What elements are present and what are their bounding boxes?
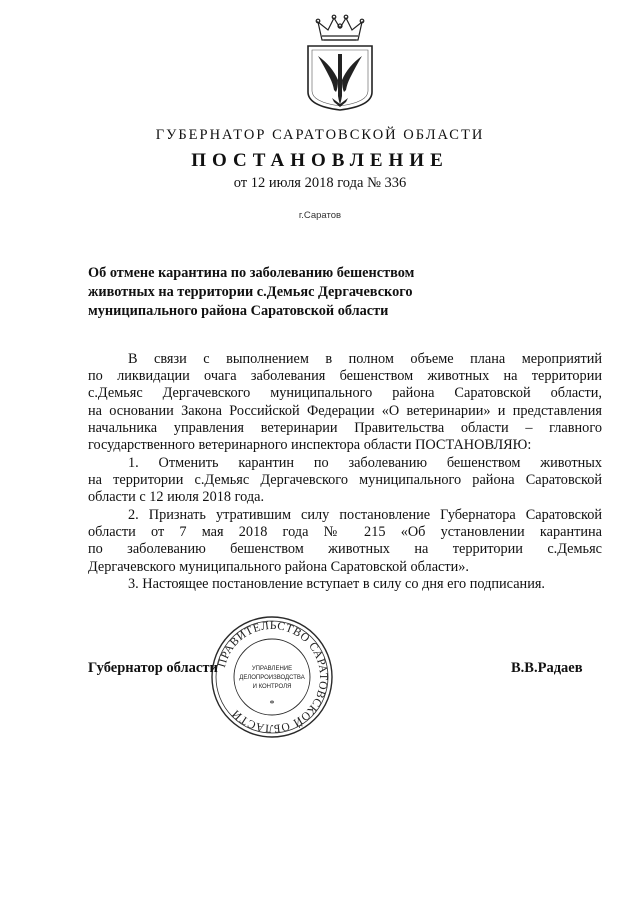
date-and-number: от 12 июля 2018 года № 336 [233, 175, 407, 191]
stamp-center-line: УПРАВЛЕНИЕ [251, 666, 293, 672]
city: г.Саратов [298, 210, 342, 221]
text-line: области от 7 мая 2018 года № 215 «Об установлении карантина [88, 524, 602, 541]
subject-line: муниципального района Саратовской области [88, 303, 389, 319]
subject-line: животных на территории с.Демьяс Дергачевского [88, 284, 413, 300]
text-line: 1. Отменить карантин по заболеванию бешенством животных [128, 455, 602, 471]
signatory-name: В.В.Радаев [511, 660, 583, 676]
coat-of-arms-icon [300, 14, 380, 112]
signatory-position: Губернатор области [88, 660, 218, 676]
text-line: с.Демьяс Дергачевского муниципального района Саратовской области, [88, 385, 602, 402]
text-line: на территории с.Демьяс Дергачевского муниципального района Саратовской [88, 472, 602, 489]
text-line: государственного ветеринарного инспектора области ПОСТАНОВЛЯЮ: [88, 437, 532, 454]
text-line: 3. Настоящее постановление вступает в силу со дня его подписания. [128, 576, 545, 592]
authority-title: ГУБЕРНАТОР САРАТОВСКОЙ ОБЛАСТИ [155, 127, 485, 143]
text-line: области с 12 июля 2018 года. [88, 489, 265, 506]
stamp-center-line: И КОНТРОЛЯ [252, 684, 292, 690]
text-line: на основании Закона Российской Федерации «О ветеринарии» и представления [88, 402, 602, 419]
item-1-paragraph [88, 455, 602, 507]
stamp-star: * [269, 699, 275, 710]
text-line: по ликвидации очага заболевания бешенством животных на территории [88, 368, 602, 385]
item-2-paragraph [88, 507, 602, 576]
text-line: Дергачевского муниципального района Саратовской области». [88, 558, 470, 575]
document-subject [88, 264, 478, 321]
text-line: В связи с выполнением в полном объеме плана мероприятий [128, 351, 602, 367]
preamble-paragraph [88, 351, 602, 454]
stamp-ring-text: ПРАВИТЕЛЬСТВО САРАТОВСКОЙ ОБЛАСТИ [215, 619, 330, 735]
document-type: ПОСТАНОВЛЕНИЕ [191, 150, 449, 171]
text-line: 2. Признать утратившим силу постановление Губернатора Саратовской [128, 507, 602, 523]
text-line: по заболеванию бешенством животных на территории с.Демьяс [88, 541, 602, 558]
subject-line: Об отмене карантина по заболеванию бешенством [88, 265, 415, 281]
item-3-paragraph [88, 576, 602, 593]
stamp-center-line: ДЕЛОПРОИЗВОДСТВА [239, 675, 305, 681]
text-line: начальника управления ветеринарии Правительства области – главного [88, 419, 602, 436]
official-stamp [210, 615, 334, 739]
